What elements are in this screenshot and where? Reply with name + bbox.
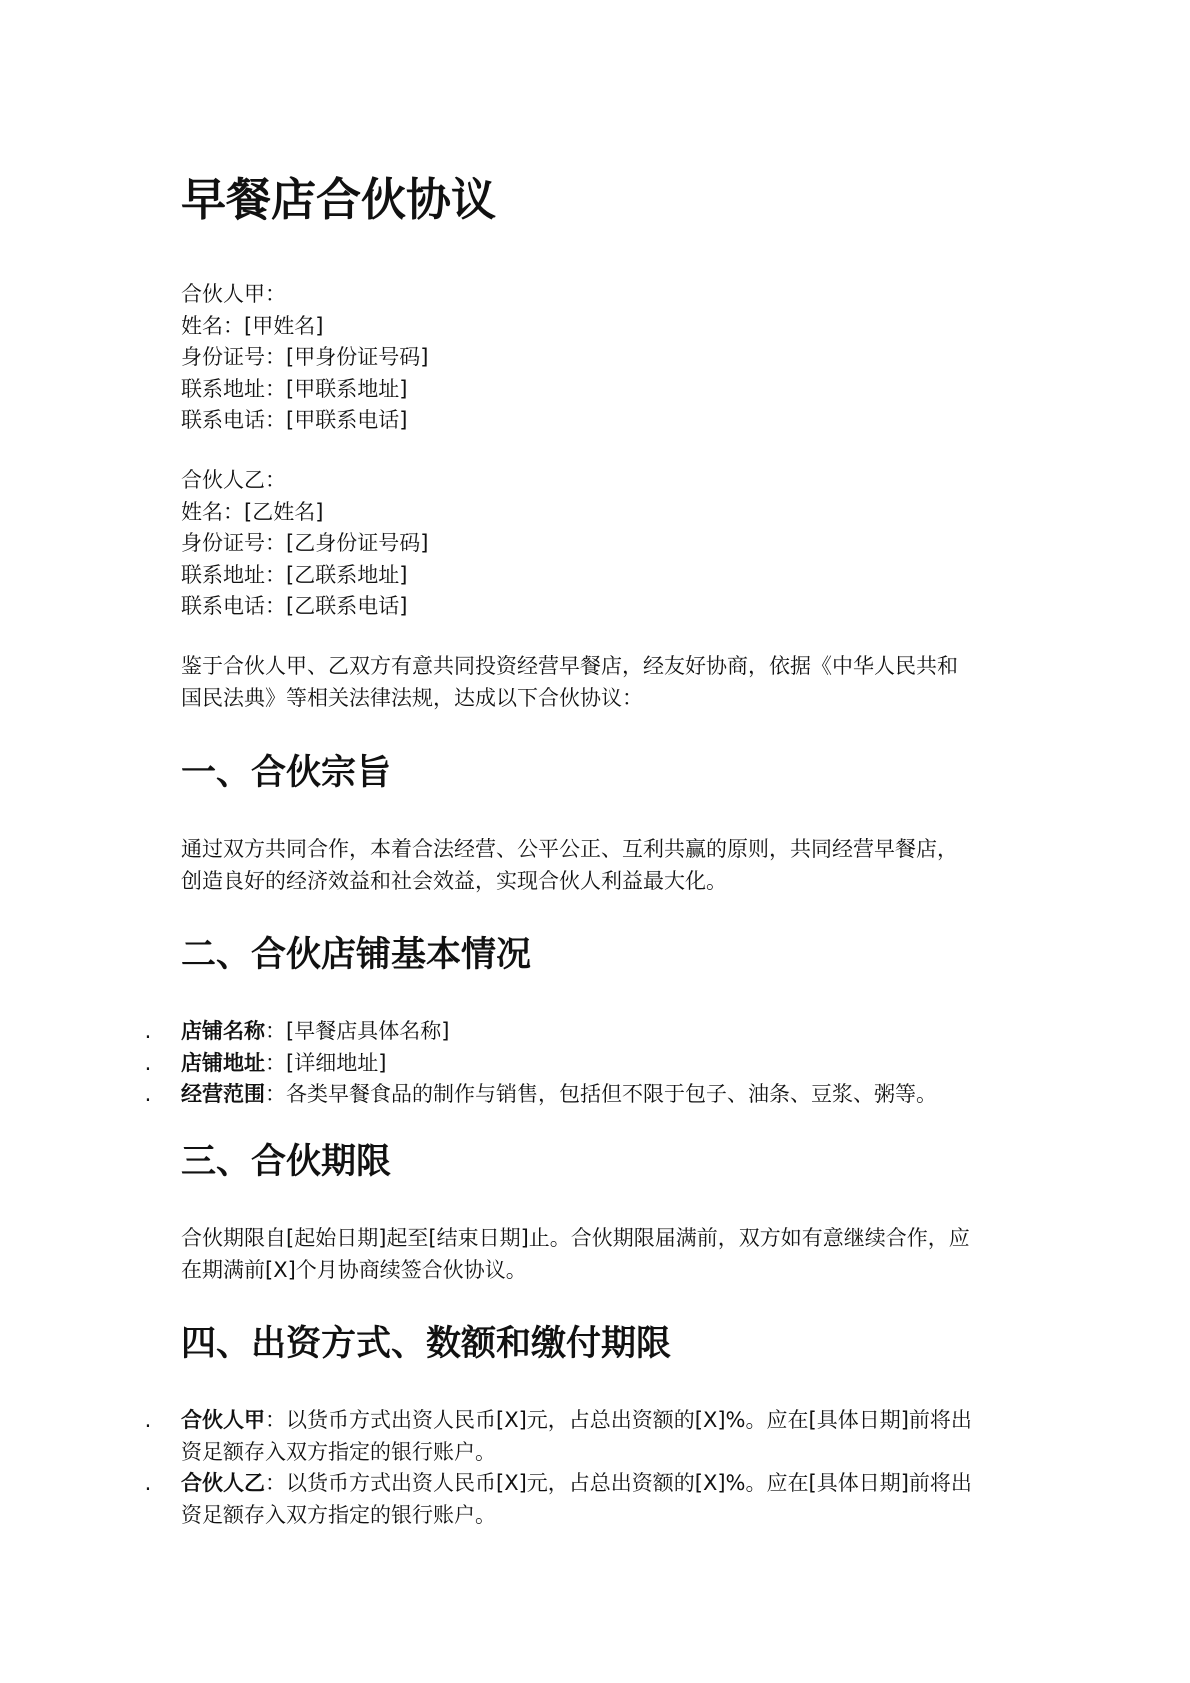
preamble-paragraph [181, 651, 1021, 714]
party-b-id-number: 身份证号：[乙身份证号码] [181, 531, 429, 555]
party-b-name: 姓名：[乙姓名] [181, 499, 324, 524]
bullet-icon [143, 1048, 153, 1080]
section-heading-store: 二、合伙店铺基本情况 [181, 935, 532, 975]
bullet-icon [143, 1016, 153, 1048]
purpose-paragraph [181, 834, 1021, 897]
party-b-heading: 合伙人乙： [181, 468, 286, 492]
section-heading-term: 三、合伙期限 [181, 1142, 392, 1182]
party-a-name: 姓名：[甲姓名] [181, 313, 324, 338]
party-a-capital-term: 合伙人甲 [181, 1408, 265, 1432]
list-item [181, 1048, 1021, 1080]
preamble-line: 鉴于合伙人甲、乙双方有意共同投资经营早餐店，经友好协商，依据《中华人民共和 [181, 654, 958, 678]
party-a-address: 联系地址：[甲联系地址] [181, 376, 408, 401]
bullet-icon [143, 1468, 153, 1500]
business-scope-value: ：各类早餐食品的制作与销售，包括但不限于包子、油条、豆浆、粥等。 [265, 1082, 937, 1106]
store-info-list [181, 1016, 1021, 1111]
party-a-capital-text: ：以货币方式出资人民币[X]元，占总出资额的[X]%。应在[具体日期]前将出 [265, 1408, 972, 1432]
term-paragraph [181, 1223, 1021, 1286]
store-address-term: 店铺地址 [181, 1050, 265, 1075]
party-b-capital-continuation: 资足额存入双方指定的银行账户。 [181, 1502, 496, 1527]
party-b-phone: 联系电话：[乙联系电话] [181, 594, 408, 618]
section-heading-purpose: 一、合伙宗旨 [181, 753, 392, 793]
store-name-value: ：[早餐店具体名称] [265, 1019, 450, 1043]
party-a-info [181, 279, 1021, 437]
purpose-line: 通过双方共同合作，本着合法经营、公平公正、互利共赢的原则，共同经营早餐店， [181, 837, 958, 861]
list-item [181, 1405, 1021, 1468]
section-heading-capital: 四、出资方式、数额和缴付期限 [181, 1324, 672, 1364]
list-item [181, 1468, 1021, 1531]
party-a-heading: 合伙人甲： [181, 282, 286, 306]
store-address-value: ：[详细地址] [265, 1050, 387, 1075]
party-b-capital-text: ：以货币方式出资人民币[X]元，占总出资额的[X]%。应在[具体日期]前将出 [265, 1471, 972, 1495]
term-line: 在期满前[X]个月协商续签合伙协议。 [181, 1257, 527, 1282]
party-a-capital-continuation: 资足额存入双方指定的银行账户。 [181, 1439, 496, 1464]
list-item [181, 1016, 1021, 1048]
party-a-phone: 联系电话：[甲联系电话] [181, 408, 408, 432]
term-line: 合伙期限自[起始日期]起至[结束日期]止。合伙期限届满前，双方如有意继续合作，应 [181, 1226, 970, 1250]
party-b-capital-term: 合伙人乙 [181, 1471, 265, 1495]
document-title: 早餐店合伙协议 [181, 173, 497, 226]
bullet-icon [143, 1079, 153, 1111]
purpose-line: 创造良好的经济效益和社会效益，实现合伙人利益最大化。 [181, 868, 727, 893]
bullet-icon [143, 1405, 153, 1437]
party-b-address: 联系地址：[乙联系地址] [181, 562, 408, 587]
party-a-id-number: 身份证号：[甲身份证号码] [181, 345, 429, 369]
business-scope-term: 经营范围 [181, 1082, 265, 1106]
store-name-term: 店铺名称 [181, 1019, 265, 1043]
capital-list [181, 1405, 1021, 1531]
list-item [181, 1079, 1021, 1111]
preamble-line: 国民法典》等相关法律法规，达成以下合伙协议： [181, 685, 643, 710]
party-b-info [181, 465, 1021, 623]
